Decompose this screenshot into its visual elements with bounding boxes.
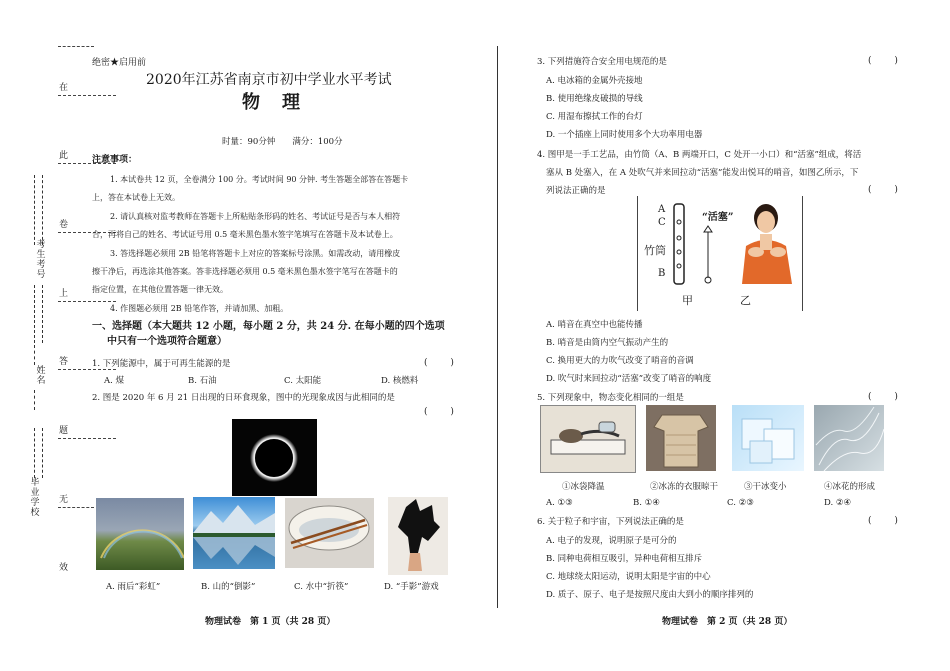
chopsticks-image <box>285 498 374 568</box>
option[interactable]: D. ②④ <box>824 498 852 508</box>
fig-label-a: A <box>658 204 666 215</box>
binding-dash-line <box>58 301 116 302</box>
notice-line: 合，再将自己的姓名、考试证号用 0.5 毫米黑色墨水签字笔填写在答题卡及本试卷上。 <box>92 230 398 239</box>
option[interactable]: C. 用湿布擦拭工作的台灯 <box>546 112 643 122</box>
question-4-stem-cont: 塞从 B 处塞入，在 A 处吹气并来回拉动“活塞”能发出悦耳的哨音，如图乙所示，下 <box>546 168 859 178</box>
girl-photo <box>736 200 798 284</box>
notice-line: 擦干净后，再选涂其他答案。答非选择题必须用 0.5 毫米黑色墨水签字笔写在答题卡的 <box>92 267 398 276</box>
exam-id-fill-line[interactable] <box>34 175 36 245</box>
time-score: 时量：90分钟 满分：100分 <box>222 137 343 147</box>
fig-label-jia: 甲 <box>682 294 693 307</box>
fig-label-piston: “活塞” <box>702 212 734 223</box>
section-title-cont: 中只有一个选项符合题意） <box>107 336 227 347</box>
binding-word: 此 <box>59 151 69 161</box>
option[interactable]: B. 石油 <box>188 376 217 386</box>
notice-line: 4. 作图题必须用 2B 铅笔作答，并请加黑、加粗。 <box>110 304 289 313</box>
binding-word: 题 <box>59 426 69 436</box>
fig-label-yi: 乙 <box>740 294 751 307</box>
answer-paren[interactable]: ( ) <box>868 392 898 402</box>
option[interactable]: B. 哨音是由筒内空气振动产生的 <box>546 338 669 348</box>
question-5-stem: 5. 下列现象中，物态变化相同的一组是 <box>537 393 684 403</box>
frozen-clothes-image <box>646 405 716 471</box>
dry-ice-image <box>732 405 804 471</box>
binding-dash-line <box>58 95 116 96</box>
question-1-stem: 1. 下列能源中，属于可再生能源的是 <box>92 359 231 369</box>
name-fill-line[interactable] <box>34 345 36 365</box>
notice-line: 3. 答选择题必须用 2B 铅笔将答题卡上对应的答案标号涂黑。如需改动，请用橡皮 <box>110 249 401 258</box>
binding-word: 上 <box>59 289 69 299</box>
option[interactable]: C. 太阳能 <box>284 376 322 386</box>
exam-id-fill-line-lower[interactable] <box>42 285 44 343</box>
option[interactable]: C. 换用更大的力吹气改变了哨音的音调 <box>546 356 694 366</box>
ice-bag-image <box>540 405 636 473</box>
page-1-footer: 物理试卷 第 1 页（共 28 页） <box>205 617 336 627</box>
exam-id-fill-line[interactable] <box>42 175 44 245</box>
eclipse-image <box>232 419 317 496</box>
name-label: 姓名 <box>36 366 46 386</box>
answer-paren[interactable]: ( ) <box>424 358 454 368</box>
fig-label-c: C <box>658 217 666 228</box>
option[interactable]: A. 煤 <box>104 376 125 386</box>
option[interactable]: D. 质子、原子、电子是按照尺度由大到小的顺序排列的 <box>546 590 754 600</box>
binding-dash-line <box>58 438 116 439</box>
binding-dash-line <box>58 46 94 47</box>
q4-figure <box>637 196 803 311</box>
option-caption[interactable]: B. 山的“倒影” <box>201 582 256 592</box>
exam-title: 2020年江苏省南京市初中学业水平考试 <box>146 72 392 88</box>
question-4-stem: 4. 图甲是一手工艺品，由竹筒（A、B 两端开口，C 处开一小口）和“活塞”组成，将活 <box>537 150 862 160</box>
answer-paren[interactable]: ( ) <box>868 516 898 526</box>
hand-shadow-image <box>388 497 448 575</box>
option[interactable]: D. 吹气时来回拉动“活塞”改变了哨音的响度 <box>546 374 712 384</box>
mountain-reflection-image <box>193 497 275 569</box>
binding-word: 卷 <box>59 220 69 230</box>
school-fill-line[interactable] <box>34 428 36 478</box>
section-title: 一、选择题（本大题共 12 小题，每小题 2 分，共 24 分. 在每小题的四个选项 <box>92 321 445 332</box>
binding-word: 答 <box>59 357 69 367</box>
question-6-stem: 6. 关于粒子和宇宙，下列说法正确的是 <box>537 517 684 527</box>
option[interactable]: A. 电子的发现，说明原子是可分的 <box>546 536 677 546</box>
phenomenon-caption: ③干冰变小 <box>744 482 787 492</box>
fig-label-b: B <box>658 268 666 279</box>
option-caption[interactable]: C. 水中“折筷” <box>294 582 349 592</box>
phenomenon-caption: ④冰花的形成 <box>824 482 876 492</box>
notice-line: 1. 本试卷共 12 页，全卷满分 100 分。考试时间 90 分钟. 考生答题全部答在答题卡 <box>110 175 409 184</box>
name-fill-line[interactable] <box>34 390 36 410</box>
option[interactable]: A. 电冰箱的金属外壳接地 <box>546 76 643 86</box>
phenomenon-caption: ①冰袋降温 <box>562 482 605 492</box>
page-divider <box>497 46 498 608</box>
binding-word: 在 <box>59 83 69 93</box>
option-caption[interactable]: D. “手影”游戏 <box>384 582 439 592</box>
notice-title: 注意事项： <box>92 155 138 165</box>
option[interactable]: B. 使用绝缘皮破损的导线 <box>546 94 643 104</box>
option[interactable]: C. ②③ <box>727 498 754 508</box>
subject-title: 物 理 <box>242 92 302 113</box>
secret-label: 绝密★启用前 <box>92 58 147 68</box>
notice-line: 2. 请认真核对监考教师在答题卡上所粘贴条形码的姓名、考试证号是否与本人相符 <box>110 212 401 221</box>
binding-dash-line <box>58 507 94 508</box>
exam-id-fill-line-lower[interactable] <box>34 285 36 343</box>
school-label: 毕业学校 <box>30 478 40 518</box>
question-2-stem: 2. 图是 2020 年 6 月 21 日出现的日环食现象，图中的光现象成因与此相同的是 <box>92 393 395 403</box>
option[interactable]: B. ①④ <box>633 498 660 508</box>
question-3-stem: 3. 下列措施符合安全用电规范的是 <box>537 57 667 67</box>
notice-line: 上，答在本试卷上无效。 <box>92 193 180 202</box>
answer-paren[interactable]: ( ) <box>424 407 454 417</box>
option[interactable]: A. ①③ <box>546 498 573 508</box>
binding-word: 无 <box>59 495 69 505</box>
binding-margin <box>0 0 90 671</box>
binding-word: 效 <box>59 563 69 573</box>
option[interactable]: C. 地球绕太阳运动，说明太阳是宇宙的中心 <box>546 572 711 582</box>
school-fill-line[interactable] <box>42 428 44 478</box>
question-4-stem-cont: 列说法正确的是 <box>546 186 606 196</box>
phenomenon-caption: ②冰冻的衣服晾干 <box>650 482 719 492</box>
answer-paren[interactable]: ( ) <box>868 56 898 66</box>
ice-flower-image <box>814 405 884 471</box>
rainbow-image <box>96 498 184 570</box>
option[interactable]: D. 核燃料 <box>381 376 419 386</box>
answer-paren[interactable]: ( ) <box>868 185 898 195</box>
option[interactable]: D. 一个插座上同时使用多个大功率用电器 <box>546 130 703 140</box>
option[interactable]: B. 同种电荷相互吸引，异种电荷相互排斥 <box>546 554 703 564</box>
fig-label-tube: 竹筒 <box>644 244 666 257</box>
page-2-footer: 物理试卷 第 2 页（共 28 页） <box>662 617 793 627</box>
exam-id-label: 考生考号 <box>36 240 46 280</box>
option-caption[interactable]: A. 雨后“彩虹” <box>106 582 161 592</box>
option[interactable]: A. 哨音在真空中也能传播 <box>546 320 643 330</box>
notice-line: 指定位置，在其他位置答题一律无效。 <box>92 285 228 294</box>
